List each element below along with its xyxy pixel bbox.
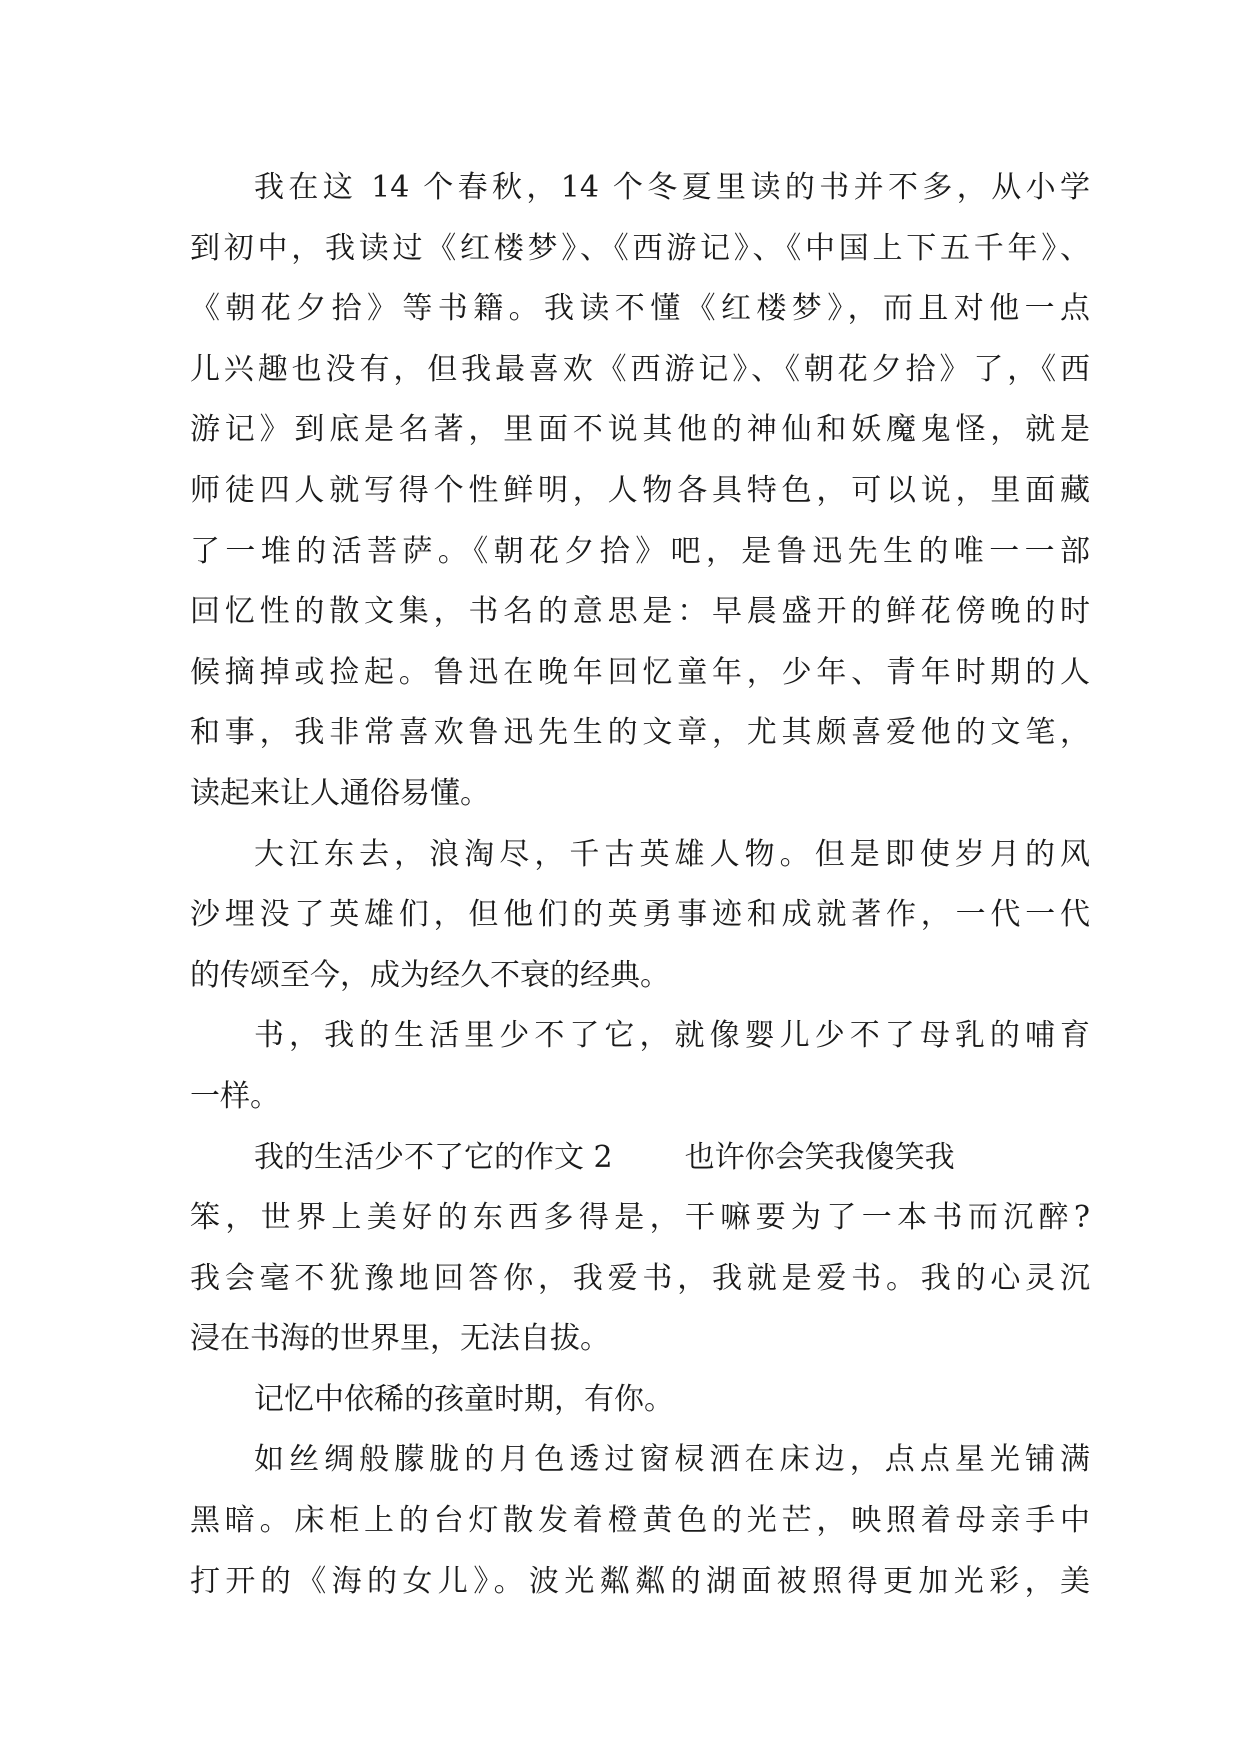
paragraph-line: 到初中，我读过《红楼梦》、《西游记》、《中国上下五千年》、 [190, 230, 1090, 266]
paragraph-line: 浸在书海的世界里，无法自拔。 [190, 1321, 610, 1357]
paragraph-line: 一样。 [190, 1078, 280, 1114]
paragraph-line: 候摘掉或捡起。鲁迅在晚年回忆童年，少年、青年时期的人 [190, 654, 1090, 690]
paragraph-line: 书，我的生活里少不了它，就像婴儿少不了母乳的哺育 [254, 1018, 1090, 1054]
paragraph-line: 笨，世界上美好的东西多得是，干嘛要为了一本书而沉醉? [190, 1200, 1090, 1236]
paragraph-line: 儿兴趣也没有，但我最喜欢《西游记》、《朝花夕拾》了，《西 [190, 351, 1090, 387]
heading-continuation: 也许你会笑我傻笑我 [684, 1139, 955, 1175]
paragraph-line: 沙埋没了英雄们，但他们的英勇事迹和成就著作，一代一代 [190, 897, 1090, 933]
paragraph-line: 打开的《海的女儿》。波光粼粼的湖面被照得更加光彩，美 [190, 1563, 1090, 1599]
paragraph-line: 回忆性的散文集，书名的意思是：早晨盛开的鲜花傍晚的时 [190, 594, 1090, 630]
paragraph-line: 师徒四人就写得个性鲜明，人物各具特色，可以说，里面藏 [190, 472, 1090, 508]
document-body [190, 158, 1090, 1612]
paragraph-line: 我在这 14 个春秋，14 个冬夏里读的书并不多，从小学 [254, 170, 1090, 205]
paragraph-line: 读起来让人通俗易懂。 [190, 775, 490, 811]
paragraph-line: 了一堆的活菩萨。《朝花夕拾》吧，是鲁迅先生的唯一一部 [190, 533, 1090, 569]
paragraph-line: 我会毫不犹豫地回答你，我爱书，我就是爱书。我的心灵沉 [190, 1260, 1090, 1296]
paragraph-line: 的传颂至今，成为经久不衰的经典。 [190, 957, 670, 993]
paragraph-line: 和事，我非常喜欢鲁迅先生的文章，尤其颇喜爱他的文笔， [190, 715, 1090, 751]
paragraph-line: 黑暗。床柜上的台灯散发着橙黄色的光芒，映照着母亲手中 [190, 1503, 1090, 1539]
paragraph-line: 记忆中依稀的孩童时期，有你。 [254, 1381, 674, 1417]
paragraph-line: 游记》到底是名著，里面不说其他的神仙和妖魔鬼怪，就是 [190, 412, 1090, 448]
paragraph-line: 《朝花夕拾》等书籍。我读不懂《红楼梦》，而且对他一点 [190, 291, 1090, 327]
paragraph-line: 如丝绸般朦胧的月色透过窗棂洒在床边，点点星光铺满 [254, 1442, 1090, 1478]
essay-heading-line [190, 1128, 1090, 1189]
paragraph-line: 大江东去，浪淘尽，千古英雄人物。但是即使岁月的风 [254, 836, 1090, 872]
essay-heading: 我的生活少不了它的作文 2 [254, 1139, 613, 1175]
